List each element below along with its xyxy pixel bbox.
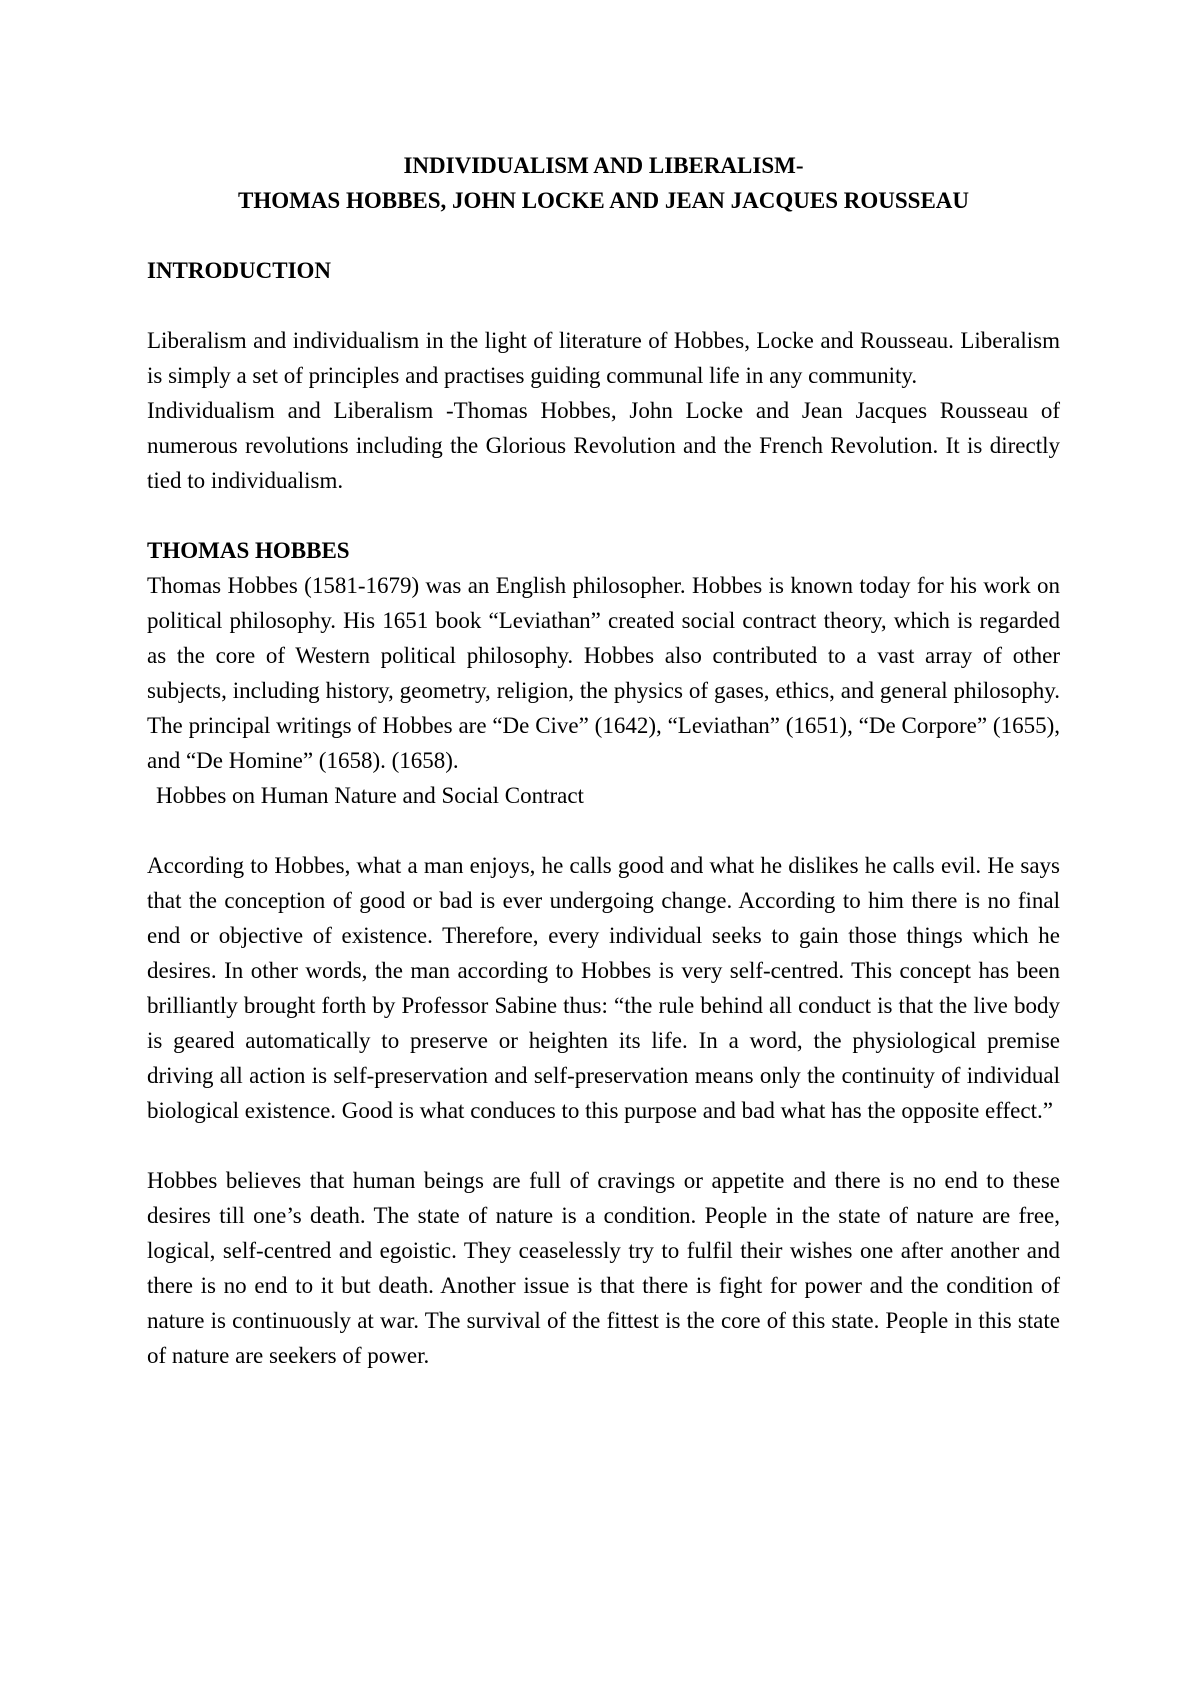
- spacer: [147, 498, 1060, 533]
- section-heading-introduction: INTRODUCTION: [147, 258, 332, 283]
- spacer: [147, 1128, 1060, 1163]
- intro-paragraph-1: Liberalism and individualism in the light of literature of Hobbes, Locke and Rousseau. Liberalism is simply a set of principles and practises guiding communal life in any community.: [147, 328, 1060, 388]
- spacer: [147, 288, 1060, 323]
- section-heading-thomas-hobbes: THOMAS HOBBES: [147, 538, 350, 563]
- spacer: [147, 218, 1060, 253]
- document-body: [147, 148, 1060, 1373]
- subheading-human-nature: Hobbes on Human Nature and Social Contract: [156, 783, 584, 808]
- hobbes-paragraph-2: According to Hobbes, what a man enjoys, he calls good and what he dislikes he calls evil. He says that the conception of good or bad is ever undergoing change. According to him there is no final end or objective of existence. Therefore, every individual seeks to gain those things which he desires. In other words, the man according to Hobbes is very self-centred. This concept has been brilliantly brought forth by Professor Sabine thus: “the rule behind all conduct is that the live body is geared automatically to preserve or heighten its life. In a word, the physiological premise driving all action is self-preservation and self-preservation means only the continuity of individual biological existence. Good is what conduces to this purpose and bad what has the opposite effect.”: [147, 853, 1060, 1123]
- document-title-line-1: INDIVIDUALISM AND LIBERALISM-: [403, 153, 804, 178]
- spacer: [147, 813, 1060, 848]
- document-title-line-2: THOMAS HOBBES, JOHN LOCKE AND JEAN JACQUES ROUSSEAU: [237, 188, 969, 213]
- hobbes-paragraph-1: Thomas Hobbes (1581-1679) was an English philosopher. Hobbes is known today for his work on political philosophy. His 1651 book “Leviathan” created social contract theory, which is regarded as the core of Western political philosophy. Hobbes also contributed to a vast array of other subjects, including history, geometry, religion, the physics of gases, ethics, and general philosophy. The principal writings of Hobbes are “De Cive” (1642), “Leviathan” (1651), “De Corpore” (1655), and “De Homine” (1658). (1658).: [147, 573, 1060, 773]
- intro-paragraph-2: Individualism and Liberalism -Thomas Hobbes, John Locke and Jean Jacques Rousseau of numerous revolutions including the Glorious Revolution and the French Revolution. It is directly tied to individualism.: [147, 398, 1060, 493]
- hobbes-paragraph-3: Hobbes believes that human beings are full of cravings or appetite and there is no end to these desires till one’s death. The state of nature is a condition. People in the state of nature are free, logical, self-centred and egoistic. They ceaselessly try to fulfil their wishes one after another and there is no end to it but death. Another issue is that there is fight for power and the condition of nature is continuously at war. The survival of the fittest is the core of this state. People in this state of nature are seekers of power.: [147, 1168, 1060, 1368]
